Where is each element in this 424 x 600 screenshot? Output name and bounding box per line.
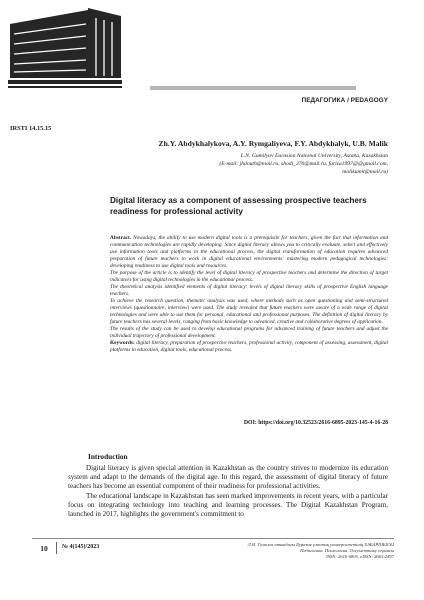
paper-title: Digital literacy as a component of assessing prospective teachers readiness for professional activity (110, 196, 367, 216)
affiliation-line: malikumit@mail.ru) (342, 169, 388, 175)
body-paragraph: The educational landscape in Kazakhstan has seen marked improvements in recent years, with a particular focus on integrating technology into teaching and learning processes. The Digital Kazakhstan Program, launched in 2017, highlights the government's commitment to (68, 491, 388, 519)
journal-line: Педагогика. Психология. Әлеуметтану сериясы (300, 548, 394, 553)
keywords: digital literacy, preparation of prospective teachers, professional activity, component of assessing, assessment, digital platforms in education, digital tools, educational process. (110, 340, 388, 353)
affiliation (68, 152, 388, 176)
affiliation-line: L.N. Gumilyov Eurasian National University, Astana, Kazakhstan (240, 153, 388, 159)
journal-info (194, 542, 394, 560)
issue-number: № 4(145)/2023 (62, 544, 100, 550)
footer-divider (32, 538, 394, 539)
introduction-body (68, 464, 388, 519)
university-logo (8, 4, 123, 92)
section-label: ПЕДАГОГИКА / PEDAGOGY (301, 97, 388, 104)
section-heading-introduction: Introduction (88, 452, 128, 461)
affiliation-line: (E-mail: jhdouth@mail.ru, shodi_370@mail.ru, fariza1997@@gmail.com, (219, 161, 388, 167)
abstract-label: Abstract. (110, 235, 132, 241)
header-band (150, 86, 356, 90)
keywords-label: Keywords: (110, 340, 135, 346)
body-paragraph: Digital literacy is given special attention in Kazakhstan as the country strives to modernize its education system and adapt to the demands of the digital age. In this regard, the assessment of digital literacy of future teachers has become an essential component of their readiness for professional activities. (68, 464, 388, 491)
page-number: 10 (32, 542, 57, 554)
doi-link[interactable]: DOI: https://doi.org/10.32523/2616-6895-2023-145-4-16-28 (243, 420, 388, 426)
irsti-code: IRSTI 14.15.15 (10, 125, 52, 132)
abstract-paragraph: Nowadays, the ability to use modern digital tools is a prerequisite for teachers, given the fact that information and communication technologies are rapidly developing. Since digital literacy allows you to critically evaluate, select and effectively use information tools and platforms in the educational process, the digital transformation of education requires advanced preparation of future teachers to work in digital educational environments: mastering modern pedagogical technologies: developing readiness to use digital tools and resources. (110, 235, 389, 269)
abstract (110, 235, 388, 354)
author-list: Zh.Y. Abdykhalykova, A.Y. Rymgaliyeva, F.Y. Abdykhalyk, U.B. Malik (158, 139, 388, 148)
abstract-paragraph: The results of the study can be used to develop educational programs for advanced training of future teachers and adjust the individual trajectory of professional development. (110, 326, 388, 339)
journal-line: Л.Н. Гумилев атындағы Еуразия ұлттық университетінің ХАБАРШЫСЫ (247, 542, 394, 547)
abstract-paragraph: The theoretical analysis identified elements of digital literacy: levels of digital literacy skills of prospective English language teachers. (110, 284, 388, 297)
abstract-paragraph: To achieve the research question, thematic analysis was used, where methods such as open questioning and semi-structured interviews (questionnaire, interview) were used. The study revealed that future teachers were aware of a wide range of digital technologies and were able to use them for personal, educational and professional purposes. The definition of digital literacy by future teachers has several levels, ranging from basic knowledge to advanced, creative and collaborative degrees of application. (110, 298, 388, 325)
journal-line: ISSN: 2616-6895, eISSN: 2663-2497 (326, 554, 394, 559)
abstract-paragraph: The purpose of the article is to identify the level of digital literacy of prospective teachers and determine the direction of target indicators for using digital technologies in the educational process. (110, 270, 388, 283)
